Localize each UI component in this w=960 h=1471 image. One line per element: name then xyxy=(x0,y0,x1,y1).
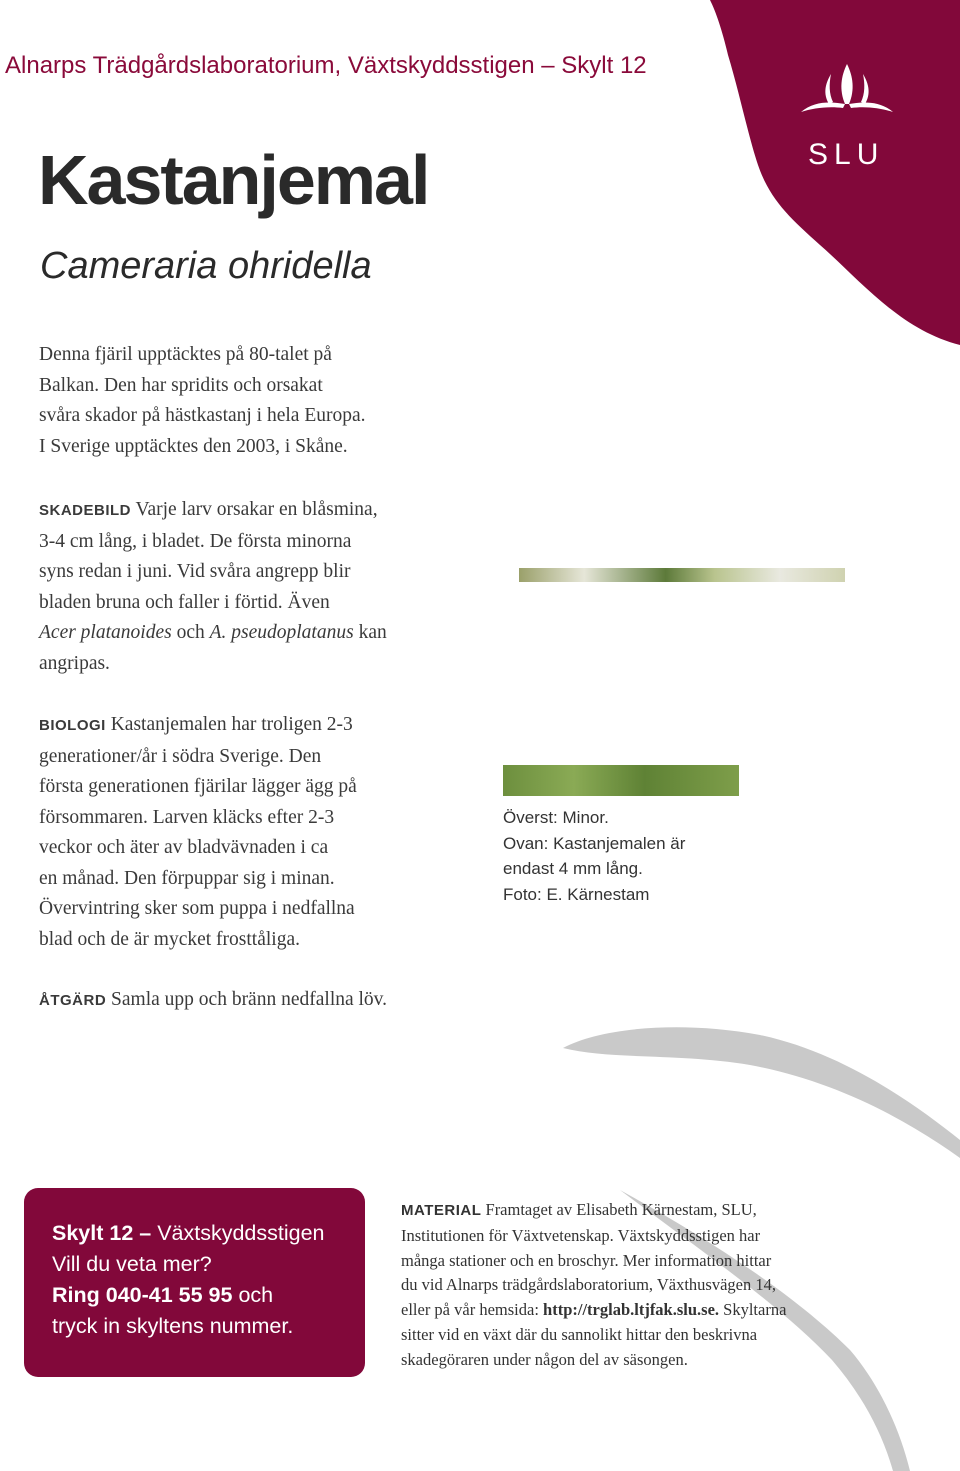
slu-logo-icon xyxy=(795,62,900,122)
biologi-text: blad och de är mycket frosttåliga. xyxy=(39,928,300,950)
info-text: och xyxy=(232,1283,274,1307)
sign-number: Skylt 12 – xyxy=(52,1221,152,1245)
grey-swoosh-upper xyxy=(563,1027,960,1158)
skadebild-text: och xyxy=(171,622,210,643)
material-label: MATERIAL xyxy=(401,1202,482,1219)
material-text: Institutionen för Växtvetenskap. Växtskyddsstigen har xyxy=(401,1225,761,1245)
biologi-text: första generationen fjärilar lägger ägg på xyxy=(39,776,357,797)
trail-name: Växtskyddsstigen xyxy=(151,1221,325,1245)
species-name: Acer platanoides xyxy=(39,622,172,643)
atgard-label: ÅTGÄRD xyxy=(39,992,107,1009)
biologi-text: Kastanjemalen har troligen 2-3 xyxy=(110,714,353,735)
skadebild-text: Varje larv orsakar en blåsmina, xyxy=(135,499,378,520)
scientific-name: Cameraria ohridella xyxy=(40,245,372,287)
skadebild-label: SKADEBILD xyxy=(39,502,132,519)
skadebild-text: 3-4 cm lång, i bladet. De första minorna xyxy=(39,530,352,552)
material-text: Framtaget av Elisabeth Kärnestam, SLU, xyxy=(485,1200,757,1219)
material-text: du vid Alnarps trädgårdslaboratorium, Växthusvägen 14, xyxy=(401,1275,776,1295)
biologi-section xyxy=(39,710,459,955)
biologi-text: Övervintring sker som puppa i nedfallna xyxy=(39,898,355,919)
skadebild-text: bladen bruna och faller i förtid. Även xyxy=(39,591,330,613)
skadebild-section xyxy=(39,495,459,679)
material-text: sitter vid en växt där du sannolikt hittar den beskrivna xyxy=(401,1324,758,1344)
biologi-text: generationer/år i södra Sverige. Den xyxy=(39,745,322,767)
biologi-text: veckor och äter av bladvävnaden i ca xyxy=(39,837,329,858)
slu-logo-text: SLU xyxy=(808,138,885,171)
intro-paragraph xyxy=(39,340,459,462)
species-name: A. pseudoplatanus xyxy=(209,622,354,643)
skadebild-text: angripas. xyxy=(39,652,110,674)
phone-number[interactable]: Ring 040-41 55 95 xyxy=(52,1283,233,1307)
info-box xyxy=(24,1188,365,1377)
skadebild-text: syns redan i juni. Vid svåra angrepp blir xyxy=(39,561,351,582)
caption-line: endast 4 mm lång. xyxy=(503,859,643,878)
intro-line: Denna fjäril upptäcktes på 80-talet på xyxy=(39,344,332,365)
photo-caption xyxy=(503,805,685,907)
info-instruction: tryck in skyltens nummer. xyxy=(52,1314,294,1338)
biologi-label: BIOLOGI xyxy=(39,717,106,734)
photo-kastanjemal xyxy=(503,765,739,796)
intro-line: I Sverige upptäcktes den 2003, i Skåne. xyxy=(39,435,348,457)
caption-line: Foto: E. Kärnestam xyxy=(503,884,650,904)
material-section xyxy=(401,1198,901,1373)
material-text: Skyltarna xyxy=(719,1300,787,1320)
page-title: Kastanjemal xyxy=(38,141,429,219)
atgard-text: Samla upp och bränn nedfallna löv. xyxy=(111,989,388,1010)
biologi-text: en månad. Den förpuppar sig i minan. xyxy=(39,867,335,889)
skadebild-text: kan xyxy=(353,622,387,643)
info-question: Vill du veta mer? xyxy=(52,1252,212,1276)
header-line: Alnarps Trädgårdslaboratorium, Växtskyddsstigen – Skylt 12 xyxy=(5,52,647,79)
intro-line: svåra skador på hästkastanj i hela Europa. xyxy=(39,405,366,426)
intro-line: Balkan. Den har spridits och orsakat xyxy=(39,374,323,396)
material-text: skadegöraren under någon del av säsongen. xyxy=(401,1349,688,1369)
material-text: många stationer och en broschyr. Mer information hittar xyxy=(401,1250,772,1270)
atgard-section xyxy=(39,985,519,1017)
photo-minor xyxy=(519,568,845,582)
website-link[interactable]: http://trglab.ltjfak.slu.se. xyxy=(543,1300,720,1320)
caption-line: Överst: Minor. xyxy=(503,808,609,827)
brand-corner-shape xyxy=(710,0,960,345)
biologi-text: försommaren. Larven kläcks efter 2-3 xyxy=(39,806,335,828)
caption-line: Ovan: Kastanjemalen är xyxy=(503,833,686,853)
material-text: eller på vår hemsida: xyxy=(401,1300,544,1320)
